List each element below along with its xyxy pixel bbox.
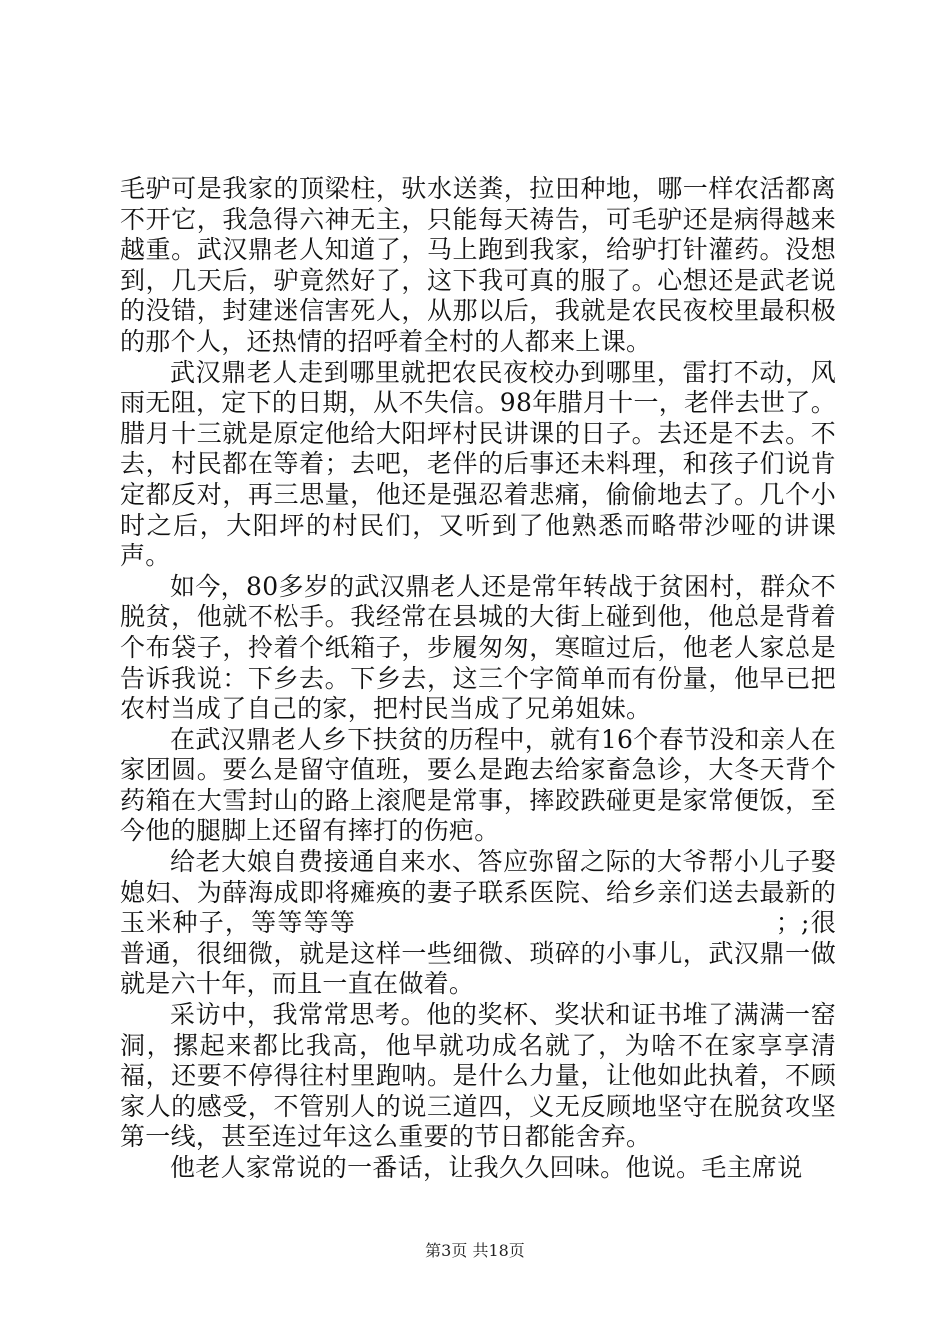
paragraph-last: 他老人家常说的一番话，让我久久回味。他说。毛主席说 [170,1153,803,1182]
paragraph: 给老大娘自费接通自来水、答应弥留之际的大爷帮小儿子娶媳妇、为薛海成即将瘫痪的妻子联系医院、给乡亲们送去最新的玉米种子，等等等等 ；;很普通，很细微，就是这样一些细微、琐碎的小事儿，武汉鼎一做就是六十年，而且一直在做着。 [120,847,836,999]
paragraph: 在武汉鼎老人乡下扶贫的历程中，就有16个春节没和亲人在家团圆。要么是留守值班，要么是跑去给家畜急诊，大冬天背个药箱在大雪封山的路上滚爬是常事，摔跤跌碰更是家常便饭，至今他的腿脚上还留有摔打的伤疤。 [120,724,836,846]
document-body [120,174,836,1184]
page-number-footer: 第3页 共18页 [425,1241,525,1260]
paragraph-continued: 毛驴可是我家的顶梁柱，驮水送粪，拉田种地，哪一样农活都离不开它，我急得六神无主，只能每天祷告，可毛驴还是病得越来越重。武汉鼎老人知道了，马上跑到我家，给驴打针灌药。没想到，几天后，驴竟然好了，这下我可真的服了。心想还是武老说的没错，封建迷信害死人，从那以后，我就是农民夜校里最积极的那个人，还热情的招呼着全村的人都来上课。 [120,174,836,356]
paragraph: 采访中，我常常思考。他的奖杯、奖状和证书堆了满满一窑洞，摞起来都比我高，他早就功成名就了，为啥不在家享享清福，还要不停得往村里跑呐。是什么力量，让他如此执着，不顾家人的感受，不管别人的说三道四，义无反顾地坚守在脱贫攻坚第一线，甚至连过年这么重要的节日都能舍弃。 [120,1000,836,1152]
paragraph: 武汉鼎老人走到哪里就把农民夜校办到哪里，雷打不动，风雨无阻，定下的日期，从不失信。98年腊月十一，老伴去世了。腊月十三就是原定他给大阳坪村民讲课的日子。去还是不去。不去，村民都在等着；去吧，老伴的后事还未料理，和孩子们说肯定都反对，再三思量，他还是强忍着悲痛，偷偷地去了。几个小时之后，大阳坪的村民们，又听到了他熟悉而略带沙哑的讲课声。 [120,357,836,571]
paragraph: 如今，80多岁的武汉鼎老人还是常年转战于贫困村，群众不脱贫，他就不松手。我经常在县城的大街上碰到他，他总是背着个布袋子，拎着个纸箱子，步履匆匆，寒暄过后，他老人家总是告诉我说：下乡去。下乡去，这三个字简单而有份量，他早已把农村当成了自己的家，把村民当成了兄弟姐妹。 [120,571,836,724]
